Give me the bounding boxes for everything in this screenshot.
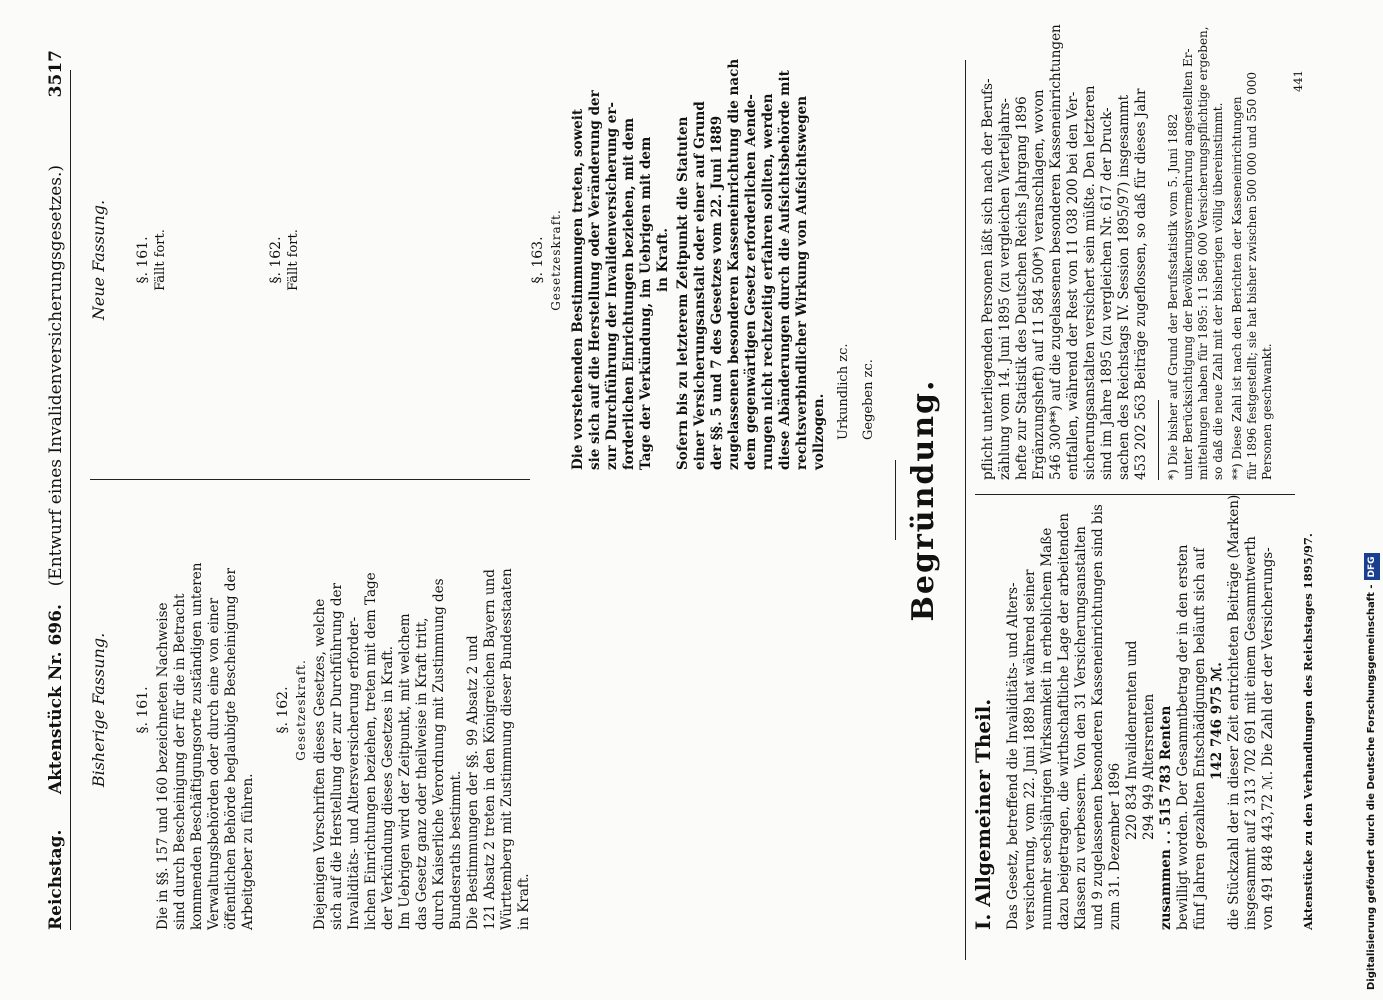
body-line: dazu beigetragen, die wirthschaftliche Lage der arbeitenden xyxy=(1056,513,1072,930)
body-line: nunmehr sechsjährigen Wirksamkeit in erheblichem Maße xyxy=(1039,527,1055,930)
left-column-heading: Bisherige Fassung. xyxy=(89,632,108,788)
body-line: pflicht unterliegenden Personen läßt sich nach der Berufs- xyxy=(980,78,996,480)
page-footer: Aktenstücke zu den Verhandlungen des Reichstages 1895/97. xyxy=(1301,533,1315,930)
body-line: fünf Jahren gezahlten Entschädigungen beläuft sich auf xyxy=(1192,547,1208,930)
left-p162-title: §. 162. xyxy=(275,686,291,734)
right-p163-line: rechtsverbindlicher Wirkung von Aufsichtswegen xyxy=(794,95,810,470)
body-line: hefte zur Statistik des Deutschen Reichs Jahrgang 1896 xyxy=(1014,96,1030,480)
left-p161-line: Die in §§. 157 und 160 bezeichneten Nachweise xyxy=(155,602,171,930)
left-p161-line: sind durch Bescheinigung der für die in Betracht xyxy=(172,593,188,930)
right-p163-line: dem gegenwärtigen Gesetz erforderlichen Aende- xyxy=(743,94,759,470)
right-p163-line: der §§. 5 und 7 des Gesetzes vom 22. Juni 1889 xyxy=(709,115,725,470)
right-p163-line: in Kraft. xyxy=(655,228,671,292)
footnote-line: Personen geschwankt. xyxy=(1260,343,1274,480)
left-p162-line: durch Kaiserliche Verordnung mit Zustimmung des xyxy=(431,578,447,930)
column-divider xyxy=(90,479,530,480)
footnote-line: so daß die neue Zahl mit der bisherigen völlig übereinstimmt. xyxy=(1211,102,1225,480)
right-p161-text: Fällt fort. xyxy=(153,229,168,291)
body-line: von 491 848 443,72 ℳ. Die Zahl der der Versicherungs- xyxy=(1260,547,1276,930)
footnote-line: für 1896 festgestellt; sie hat bisher zwischen 500 000 und 550 000 xyxy=(1245,71,1259,480)
right-p163-line: einer Versicherungsanstalt oder einer auf Grund xyxy=(692,101,708,470)
body-line: bewilligt worden. Der Gesammtbetrag der in den ersten xyxy=(1175,544,1191,930)
page-number: 3517 xyxy=(46,50,66,98)
begruendung-left-text xyxy=(1005,494,1277,930)
right-p162-text: Fällt fort. xyxy=(286,229,301,291)
body-line: Klassen zu verbessern. Von den 31 Versicherungsanstalten xyxy=(1073,526,1089,930)
right-p163-line: Die vorstehenden Bestimmungen treten, soweit xyxy=(570,108,586,470)
header-left: Reichstag. xyxy=(46,829,66,930)
begruendung-title: Begründung. xyxy=(906,378,941,622)
left-p161-text xyxy=(155,490,257,930)
body-line: sicherungsanstalten versichert sein müßte. Den letzteren xyxy=(1082,85,1098,480)
amount-line: 142 746 975 ℳ. xyxy=(1209,662,1225,780)
dfg-logo: DFG xyxy=(1364,553,1380,580)
left-p162-line: Württemberg mit Zustimmung dieser Bundesstaaten xyxy=(499,568,515,930)
urkundlich: Urkundlich zc. xyxy=(836,343,851,440)
section-heading: I. Allgemeiner Theil. xyxy=(971,698,995,930)
begruendung-column-divider xyxy=(975,494,1295,495)
left-p161-line: Verwaltungsbehörden oder durch eine von einer xyxy=(206,597,222,930)
body-line: sind im Jahre 1895 (zu vergleichen Nr. 617 der Druck- xyxy=(1099,107,1115,480)
left-p162-line: das Gesetz ganz oder theilweise in Kraft tritt, xyxy=(414,617,430,930)
left-p162-line: in Kraft. xyxy=(516,873,532,930)
begruendung-right-text xyxy=(980,24,1150,480)
left-p161-title: §. 161. xyxy=(135,686,151,734)
footnote-rule xyxy=(1158,400,1159,480)
left-p162-line: Invaliditäts- und Altersversicherung erforder- xyxy=(346,616,362,930)
footnote-line: mittelungen haben für 1895: 11 586 000 Versicherungspflichtige ergeben, xyxy=(1196,26,1210,480)
gegeben: Gegeben zc. xyxy=(861,359,876,440)
left-p162-line: Im Uebrigen wird der Zeitpunkt, mit welchem xyxy=(397,613,413,930)
footnote-2 xyxy=(1230,60,1275,480)
right-column-heading: Neue Fassung. xyxy=(89,199,108,321)
begruendung-rule xyxy=(965,60,966,960)
body-line: und 9 zugelassenen besonderen Kasseneinrichtungen sind bis xyxy=(1090,504,1106,930)
left-p162-line: 121 Absatz 2 treten in den Königreichen Bayern und xyxy=(482,569,498,930)
right-p163-subtitle: Gesetzeskraft. xyxy=(549,209,563,311)
body-line: Das Gesetz, betreffend die Invaliditäts- und Alters- xyxy=(1005,582,1021,930)
section-rule xyxy=(895,460,896,540)
right-p163-text-b xyxy=(675,50,828,470)
renten-line: 294 949 Altersrenten xyxy=(1141,693,1157,840)
right-p163-line: zur Durchführung der Invalidenversicherung er- xyxy=(604,101,620,470)
footnote-line: *) Die bisher auf Grund der Berufsstatistik vom 5. Juni 1882 xyxy=(1166,113,1180,480)
left-p162-line: Diejenigen Vorschriften dieses Gesetzes, welche xyxy=(312,598,328,930)
body-line: die Stückzahl der in dieser Zeit entrichteten Beiträge (Marken) xyxy=(1226,494,1242,930)
body-line: insgesammt auf 2 313 702 691 mit einem Gesammtwerth xyxy=(1243,536,1259,930)
renten-line: 220 834 Invalidenrenten und xyxy=(1124,640,1140,840)
left-p162-text xyxy=(312,490,533,930)
body-line: Ergänzungsheft) auf 11 584 500*) veranschlagen, wovon xyxy=(1031,89,1047,480)
right-p163-line: rungen nicht rechtzeitig erfahren sollten, werden xyxy=(760,93,776,470)
body-line: versicherung, vom 22. Juni 1889 hat während seiner xyxy=(1022,569,1038,930)
zusammen-line: zusammen . . 515 783 Renten xyxy=(1158,705,1174,930)
left-p161-line: kommenden Beschäftigungsorte zuständigen unteren xyxy=(189,562,205,930)
left-p161-line: öffentlichen Behörde beglaubigte Bescheinigung der xyxy=(223,568,239,930)
right-p163-line: Sofern bis zu letzterem Zeitpunkt die Statuten xyxy=(675,116,691,470)
footnote-line: **) Diese Zahl ist nach den Berichten der Kasseneinrichtungen xyxy=(1230,96,1244,480)
left-p161-line: Arbeitgeber zu führen. xyxy=(240,773,256,930)
body-line: 546 300**) auf die zugelassenen besonderen Kasseneinrichtungen xyxy=(1048,24,1064,480)
header-paren: (Entwurf eines Invalidenversicherungsgesetzes.) xyxy=(46,164,66,587)
body-line: zum 31. Dezember 1896 xyxy=(1107,762,1123,930)
footnote-line: unter Berücksichtigung der Bevölkerungsvermehrung angestellten Er- xyxy=(1181,48,1195,480)
right-p162-title: §. 162. xyxy=(268,236,284,284)
body-line: entfallen, während der Rest von 11 038 200 bei den Ver- xyxy=(1065,91,1081,480)
right-p163-title: §. 163. xyxy=(530,236,546,284)
body-line: zählung vom 14. Juni 1895 (zu vergleichen Vierteljahrs- xyxy=(997,98,1013,480)
right-p161-title: §. 161. xyxy=(135,236,151,284)
page-header xyxy=(48,50,65,930)
body-line: sachen des Reichstags IV. Session 1895/97) insgesammt xyxy=(1116,94,1132,480)
header-middle: Aktenstück Nr. 696. xyxy=(46,604,66,795)
header-rule xyxy=(70,70,71,930)
left-p162-line: Die Bestimmungen der §§. 99 Absatz 2 und xyxy=(465,635,481,930)
digitization-note-text: Digitalisierung gefördert durch die Deutsche Forschungsgemeinschaft - xyxy=(1366,584,1377,990)
right-p163-text-a xyxy=(570,50,672,470)
right-p163-line: forderlichen Einrichtungen beziehen, mit dem xyxy=(621,117,637,470)
page-folio: 441 xyxy=(1291,70,1305,92)
right-p163-line: diese Abänderungen durch die Aufsichtsbehörde mit xyxy=(777,70,793,470)
left-p162-line: Bundesraths bestimmt. xyxy=(448,770,464,930)
left-p162-line: der Verkündung dieses Gesetzes in Kraft. xyxy=(380,646,396,930)
right-p163-line: Tage der Verkündung, im Uebrigen mit dem xyxy=(638,136,654,470)
body-line: 453 202 563 Beiträge zugeflossen, so daß für dieses Jahr xyxy=(1133,88,1149,480)
left-p162-line: sich auf die Herstellung der zur Durchführung der xyxy=(329,583,345,930)
left-p162-line: lichen Einrichtungen beziehen, treten mit dem Tage xyxy=(363,572,379,930)
left-p162-subtitle: Gesetzeskraft. xyxy=(294,659,308,761)
right-p163-line: sie sich auf die Herstellung oder Veränderung der xyxy=(587,90,603,470)
digitization-note xyxy=(1364,10,1380,990)
footnote-1 xyxy=(1166,26,1226,480)
right-p163-line: zugelassenen besonderen Kasseneinrichtung die nach xyxy=(726,58,742,470)
right-p163-line: vollzogen. xyxy=(811,393,827,470)
